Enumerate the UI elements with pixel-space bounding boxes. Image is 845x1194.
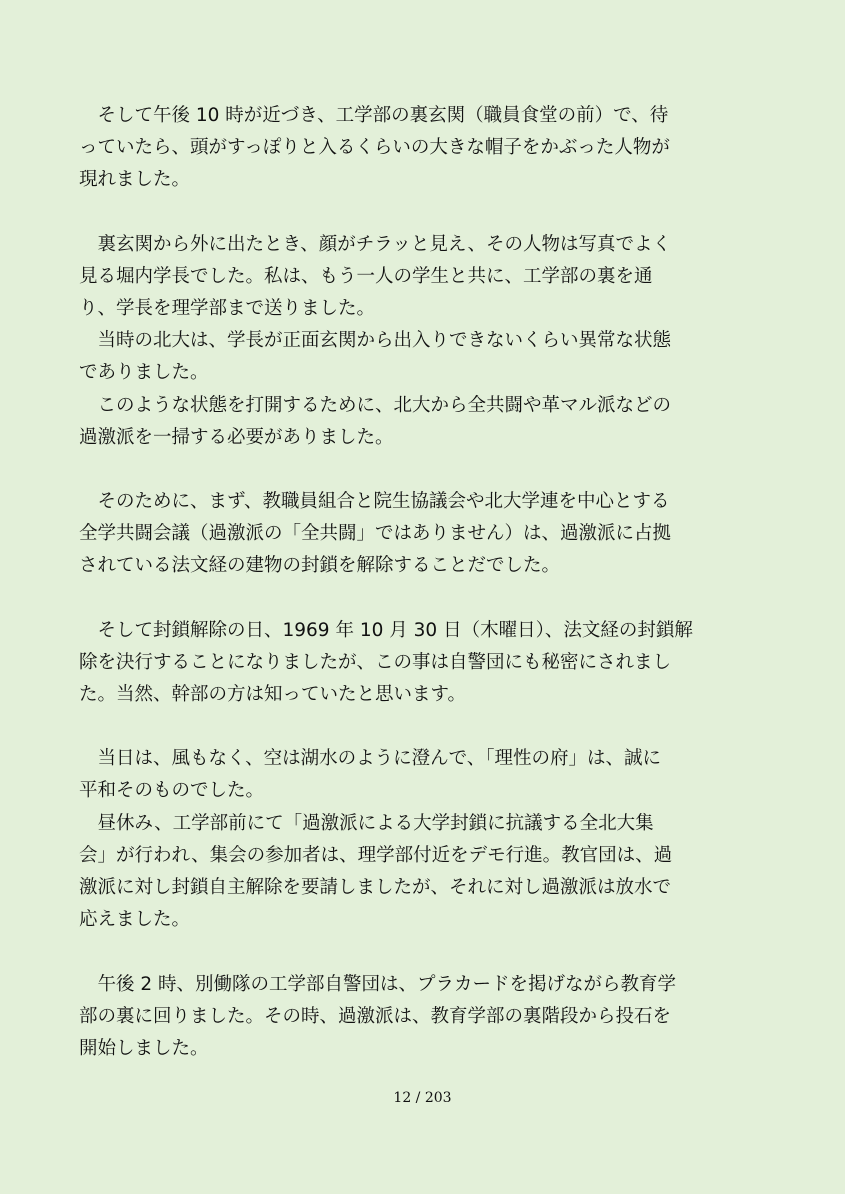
text-line: そのために、まず、教職員組合と院生協議会や北大学連を中心とする [79,491,670,512]
text-line: 裏玄関から外に出たとき、顔がチラッと見え、その人物は写真でよく [79,234,672,255]
text-line: 昼休み、工学部前にて「過激派による大学封鎖に抗議する全北大集 [79,813,654,834]
text-line: 現れました。 [79,169,191,190]
text-line: 過激派を一掃する必要がありました。 [79,427,394,448]
text-line: 会」が行われ、集会の参加者は、理学部付近をデモ行進。教官団は、過 [79,845,673,866]
text-line: 開始しました。 [79,1038,209,1059]
text-line: 当時の北大は、学長が正面玄関から出入りできないくらい異常な状態 [79,330,672,351]
page-number: 12 / 203 [393,1090,452,1106]
text-line: 応えました。 [79,909,191,930]
text-line: このような状態を打開するために、北大から全共闘や革マル派などの [79,395,672,416]
text-line: そして午後 10 時が近づき、工学部の裏玄関（職員食堂の前）で、待 [79,105,669,126]
text-line: 見る堀内学長でした。私は、もう一人の学生と共に、工学部の裏を通 [79,266,653,287]
text-line: 全学共闘会議（過激派の「全共闘」ではありません）は、過激派に占拠 [79,523,672,544]
text-line: 激派に対し封鎖自主解除を要請しましたが、それに対し過激派は放水で [79,877,672,898]
text-line: り、学長を理学部まで送りました。 [79,298,376,319]
text-line: た。当然、幹部の方は知っていたと思います。 [79,684,467,705]
text-line: 平和そのものでした。 [79,780,265,801]
text-line: でありました。 [79,362,209,383]
text-line: 部の裏に回りました。その時、過激派は、教育学部の裏階段から投石を [79,1006,672,1027]
text-line: されている法文経の建物の封鎖を解除することだでした。 [79,555,561,576]
text-line: そして封鎖解除の日、1969 年 10 月 30 日（木曜日）、法文経の封鎖解 [79,620,693,641]
text-line: 午後 2 時、別働隊の工学部自警団は、プラカードを掲げながら教育学 [79,974,677,995]
text-line: っていたら、頭がすっぽりと入るくらいの大きな帽子をかぶった人物が [79,137,670,158]
text-line: 除を決行することになりましたが、この事は自警団にも秘密にされまし [79,652,672,673]
text-line: 当日は、風もなく、空は湖水のように澄んで、「理性の府」は、誠に [79,748,662,769]
